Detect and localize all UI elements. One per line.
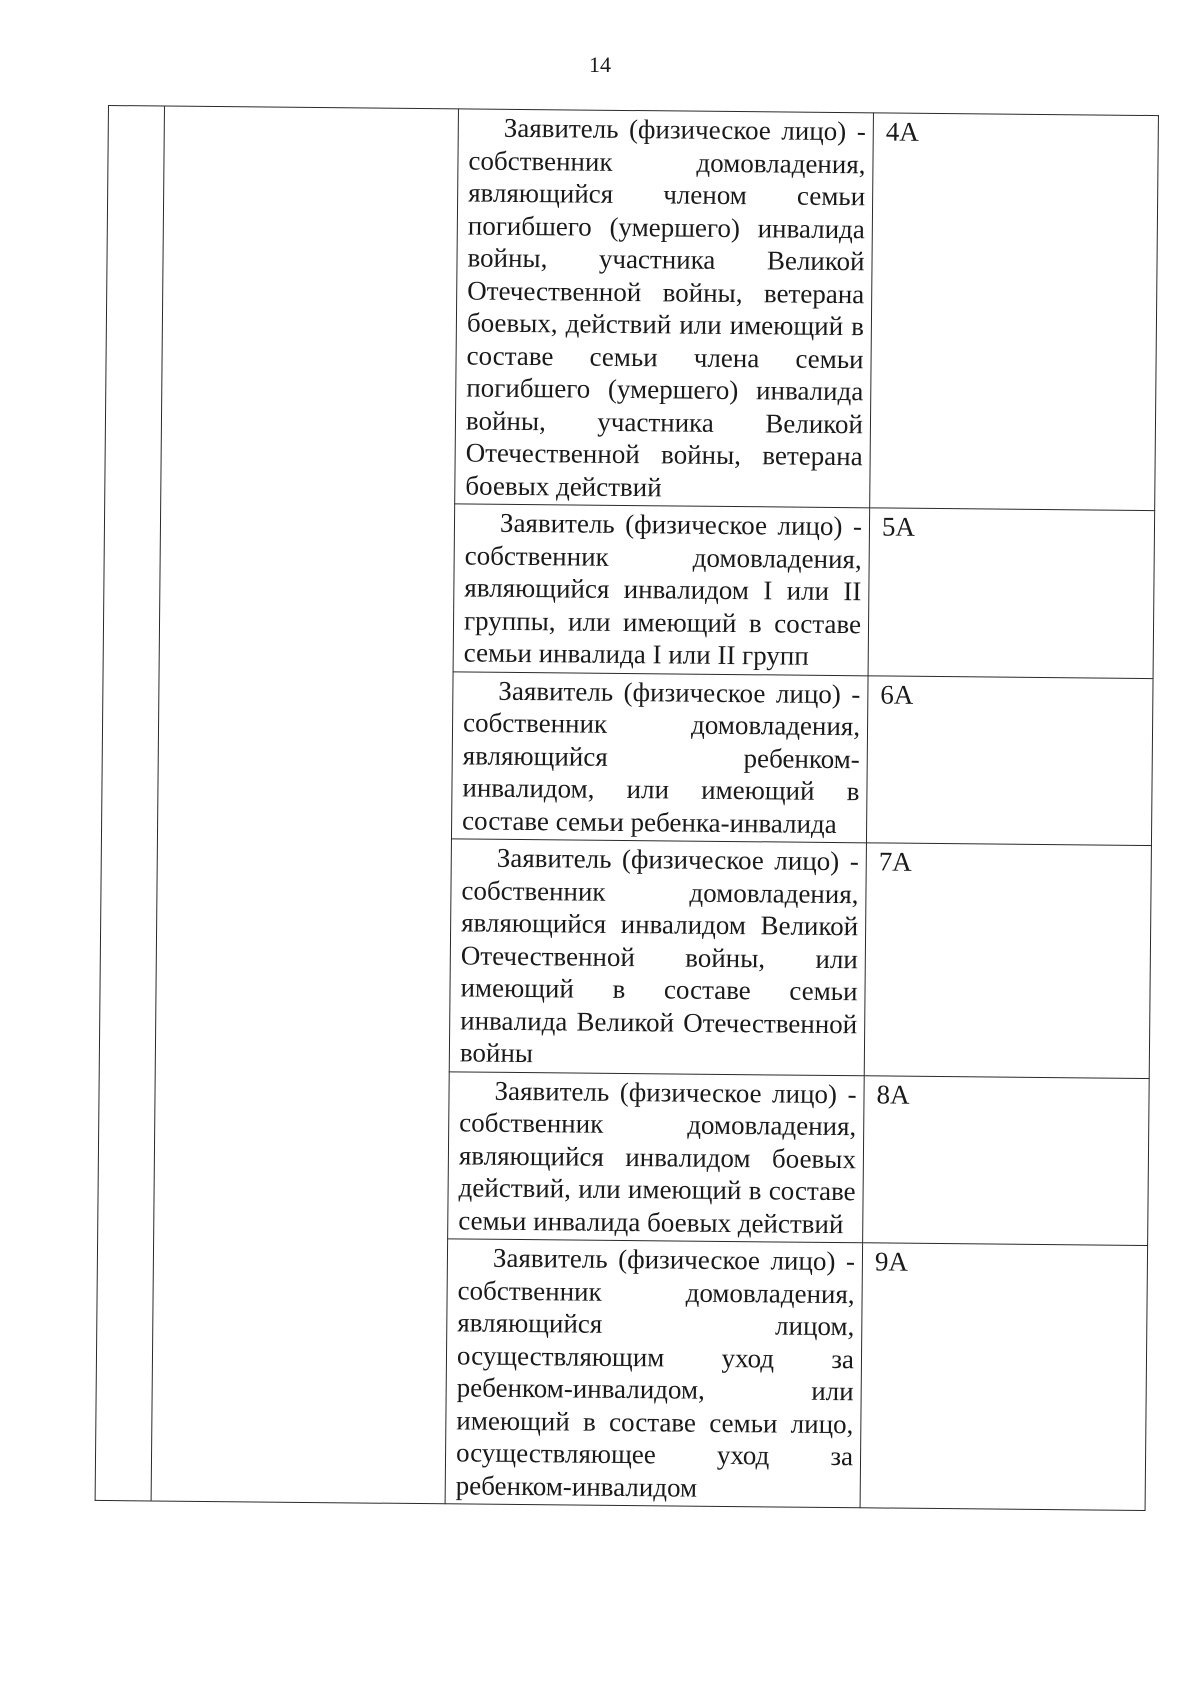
category-description-cell <box>451 671 868 842</box>
category-description: Заявитель (физическое лицо) - собственник домовладения, являющийся членом семьи погибшего (умершего) инвалида войны, участника Великой Отечественной войны, ветерана боевых, действий или имеющий в составе семьи члена семьи погибшего (умершего) инвалида войны, участника Великой Отечественной войны, ветерана боевых действий <box>465 112 866 502</box>
category-description: Заявитель (физическое лицо) - собственник домовладения, являющийся инвалидом Великой Отечественной войны, или имеющий в составе семьи инвалида Великой Отечественной войны <box>459 842 859 1069</box>
category-description-cell <box>453 504 870 675</box>
category-code-cell <box>870 113 1159 511</box>
category-code-cell <box>864 843 1151 1078</box>
category-code: 7А <box>878 846 912 877</box>
table-row <box>105 106 1159 511</box>
category-code: 9А <box>874 1246 909 1277</box>
category-description-cell <box>449 839 866 1075</box>
category-code: 6А <box>880 678 914 710</box>
category-description: Заявитель (физическое лицо) - собственник домовладения, являющийся ребенком-инвалидом, или имеющий в составе семьи ребенка-инвалида <box>462 675 861 839</box>
category-description: Заявитель (физическое лицо) - собственник домовладения, являющийся инвалидом I или II группы, или имеющий в составе семьи инвалида I или II групп <box>463 507 863 671</box>
empty-cell-col2 <box>151 106 458 1504</box>
page-number: 14 <box>589 52 611 77</box>
category-code: 5А <box>881 511 916 542</box>
category-code: 4А <box>885 116 919 147</box>
category-description: Заявитель (физическое лицо) - собственник домовладения, являющийся инвалидом боевых действий, или имеющий в составе семьи инвалида боевых действий <box>458 1075 857 1239</box>
category-code: 8А <box>876 1078 910 1110</box>
category-code-cell <box>868 508 1155 678</box>
category-description: Заявитель (физическое лицо) - собственник домовладения, являющийся лицом, осуществляющим уход за ребенком-инвалидом, или имеющий в составе семьи лицо, осуществляющее уход за ребенком-инвалидом <box>455 1242 856 1503</box>
category-code-cell <box>866 675 1153 845</box>
category-table <box>95 105 1159 1511</box>
category-code-cell <box>863 1075 1150 1245</box>
category-description-cell <box>445 1239 863 1508</box>
category-description-cell <box>455 109 874 508</box>
category-description-cell <box>448 1071 865 1242</box>
category-code-cell <box>860 1243 1148 1511</box>
